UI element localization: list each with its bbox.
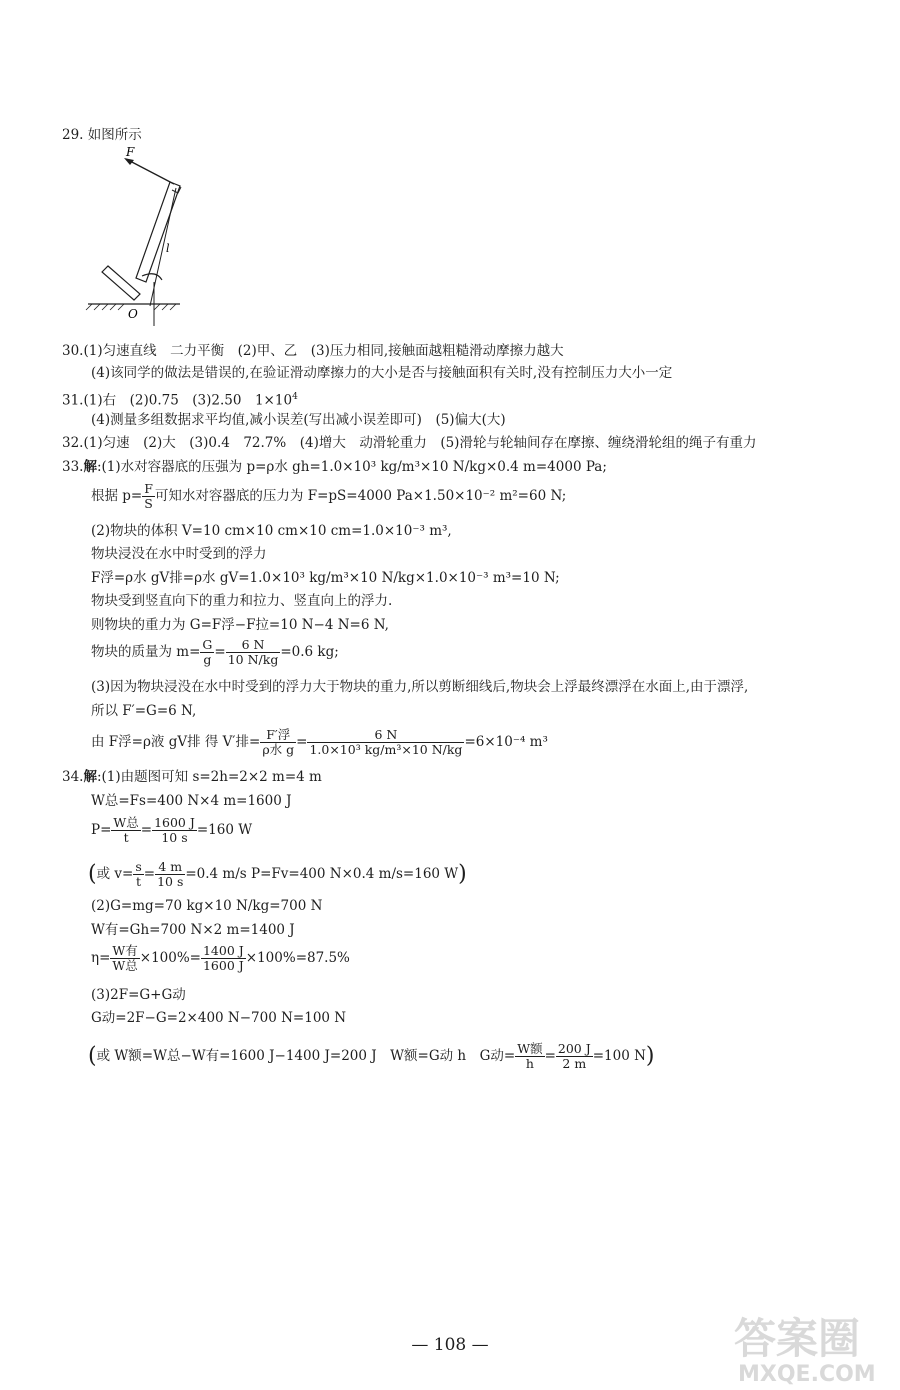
q30-line2: (4)该同学的做法是错误的,在验证滑动摩擦力的大小是否与接触面积有关时,没有控制压力大小一定 bbox=[91, 365, 673, 381]
q34-l3b: =160 W bbox=[196, 822, 253, 838]
q34-l7a: η= bbox=[91, 950, 111, 966]
moment-arm-label: l bbox=[166, 242, 170, 255]
q33-l2b: 可知水对容器底的压力为 F=pS=4000 Pa×1.50×10⁻² m²=60 N; bbox=[154, 488, 567, 504]
q34-l4b: =0.4 m/s P=Fv=400 N×0.4 m/s=160 W bbox=[185, 866, 459, 882]
pulley-weight-fraction-2: $\frac{200 J}{2 m}$ bbox=[557, 1041, 591, 1071]
mass-fraction-2: $\frac{6 N}{10 N/kg}$ bbox=[227, 637, 279, 667]
q33-l11a: 由 F浮=ρ液 gV排 得 V′排= bbox=[91, 734, 261, 750]
volume-fraction-2: $\frac{6 N}{\text{1.0×10³ kg/m³×10 N/kg}}$ bbox=[309, 727, 463, 757]
q34-l10eq: = bbox=[544, 1048, 556, 1064]
hammer-head bbox=[102, 266, 140, 300]
q34-l7mid: ×100%= bbox=[139, 950, 201, 966]
pressure-fraction: $\frac{F}{S}$ bbox=[144, 481, 153, 511]
q33-line10: 所以 F′=G=6 N, bbox=[91, 703, 197, 719]
q33-line11 bbox=[91, 728, 548, 757]
q33-line4: 物块浸没在水中时受到的浮力 bbox=[91, 546, 267, 562]
q33-line5: F浮=ρ水 gV排=ρ水 gV=1.0×10³ kg/m³×10 N/kg×1.0×10⁻³ m³=10 N; bbox=[91, 570, 560, 586]
q29-text: 如图所示 bbox=[87, 127, 142, 143]
q31-line1 bbox=[62, 388, 298, 410]
power-fraction-1: $\frac{\text{W总}}{t}$ bbox=[113, 815, 139, 845]
q34-line9: G动=2F−G=2×400 N−700 N=100 N bbox=[91, 1010, 347, 1026]
q34-line8: (3)2F=G+G动 bbox=[91, 987, 186, 1003]
power-fraction-2: $\frac{1600 J}{10 s}$ bbox=[154, 815, 195, 845]
q32-line1 bbox=[62, 434, 756, 452]
velocity-fraction-1: $\frac{s}{t}$ bbox=[135, 859, 142, 889]
q33-l2a: 根据 p= bbox=[91, 488, 143, 504]
force-label: F bbox=[126, 145, 135, 159]
q34-l3eq: = bbox=[140, 822, 153, 838]
q34-l7b: ×100%=87.5% bbox=[245, 950, 350, 966]
q31-number: 31. bbox=[62, 392, 84, 409]
pivot-label: O bbox=[128, 307, 138, 321]
q33-line1 bbox=[62, 458, 607, 476]
q34-line3 bbox=[91, 816, 252, 845]
q29-line bbox=[62, 126, 142, 144]
q34-line2: W总=Fs=400 N×4 m=1600 J bbox=[91, 793, 292, 809]
q32-part1: (1)匀速 (2)大 (3)0.4 72.7% (4)增大 动滑轮重力 (5)滑轮与轮轴间存在摩擦、缠绕滑轮组的绳子有重力 bbox=[83, 435, 757, 451]
q33-l11eq: = bbox=[296, 734, 308, 750]
q33-line9: (3)因为物块浸没在水中时受到的浮力大于物块的重力,所以剪断细线后,物块会上浮最终漂浮在水面上,由于漂浮, bbox=[91, 679, 749, 695]
q34-line10 bbox=[88, 1042, 655, 1071]
q33-l11b: =6×10⁻⁴ m³ bbox=[464, 734, 548, 750]
q34-l4a: 或 v= bbox=[96, 866, 134, 882]
q33-line7: 则物块的重力为 G=F浮−F拉=10 N−4 N=6 N, bbox=[91, 617, 389, 633]
watermark-domain: MXQE.COM bbox=[738, 1362, 876, 1385]
force-arrowhead bbox=[124, 158, 134, 165]
claw bbox=[142, 274, 162, 280]
velocity-fraction-2: $\frac{4 m}{10 s}$ bbox=[157, 859, 184, 889]
rod bbox=[136, 182, 180, 282]
force-arrow bbox=[128, 160, 174, 184]
q31-line2: (4)测量多组数据求平均值,减小误差(写出减小误差即可) (5)偏大(大) bbox=[91, 412, 506, 428]
q34-l4-open-paren: ( bbox=[88, 861, 97, 887]
q33-line3: (2)物块的体积 V=10 cm×10 cm×10 cm=1.0×10⁻³ m³, bbox=[91, 523, 452, 539]
q34-l10-close-paren: ) bbox=[645, 1043, 655, 1069]
q34-l4eq: = bbox=[143, 866, 156, 882]
lever-force-diagram bbox=[84, 144, 194, 339]
q33-jie: 解 bbox=[83, 459, 97, 475]
q31-exponent: 4 bbox=[292, 392, 298, 402]
q30-part1: (1)匀速直线 二力平衡 (2)甲、乙 (3)压力相同,接触面越粗糙滑动摩擦力越大 bbox=[83, 343, 564, 359]
q33-part1: :(1)水对容器底的压强为 p=ρ水 gh=1.0×10³ kg/m³×10 N/kg×0.4 m=4000 Pa; bbox=[96, 459, 607, 475]
watermark-logo bbox=[728, 1305, 894, 1385]
q34-l10a: 或 W额=W总−W有=1600 J−1400 J=200 J W额=G动 h G动= bbox=[96, 1048, 516, 1064]
efficiency-fraction-2: $\frac{1400 J}{1600 J}$ bbox=[202, 943, 244, 973]
mass-fraction-1: $\frac{G}{g}$ bbox=[202, 637, 213, 667]
q32-number: 32. bbox=[62, 435, 84, 451]
q34-line1 bbox=[62, 768, 322, 786]
q31-part1: (1)右 (2)0.75 (3)2.50 1×10 bbox=[83, 392, 293, 409]
page-number: — 108 — bbox=[411, 1335, 489, 1355]
q34-l10b: =100 N bbox=[592, 1048, 646, 1064]
q33-line8 bbox=[91, 638, 339, 667]
q33-l8eq: = bbox=[214, 644, 226, 660]
q33-line6: 物块受到竖直向下的重力和拉力、竖直向上的浮力. bbox=[91, 593, 393, 609]
q33-l8a: 物块的质量为 m= bbox=[91, 644, 201, 660]
q34-number: 34. bbox=[62, 769, 84, 785]
q34-l4-close-paren: ) bbox=[458, 861, 467, 887]
q30-number: 30. bbox=[62, 343, 84, 359]
q34-line7 bbox=[91, 944, 350, 973]
q34-line5: (2)G=mg=70 kg×10 N/kg=700 N bbox=[91, 898, 323, 914]
q34-l3a: P= bbox=[91, 822, 112, 838]
q33-number: 33. bbox=[62, 459, 84, 475]
q30-line1 bbox=[62, 342, 564, 360]
pulley-weight-fraction-1: $\frac{\text{W额}}{h}$ bbox=[517, 1041, 543, 1071]
efficiency-fraction-1: $\frac{\text{W有}}{\text{W总}}$ bbox=[112, 943, 138, 973]
q34-jie: 解 bbox=[83, 769, 97, 785]
q33-line2 bbox=[91, 482, 566, 511]
q34-l10-open-paren: ( bbox=[88, 1043, 97, 1069]
volume-fraction-1: $\frac{\text{F′浮}}{\text{ρ水 g}}$ bbox=[262, 727, 295, 757]
q33-l8b: =0.6 kg; bbox=[280, 644, 339, 660]
q34-part1: :(1)由题图可知 s=2h=2×2 m=4 m bbox=[96, 769, 322, 785]
q34-line6: W有=Gh=700 N×2 m=1400 J bbox=[91, 922, 295, 938]
q34-line4 bbox=[88, 860, 467, 889]
watermark-title: 答案圈 bbox=[734, 1314, 861, 1363]
q29-number: 29. bbox=[62, 127, 84, 143]
